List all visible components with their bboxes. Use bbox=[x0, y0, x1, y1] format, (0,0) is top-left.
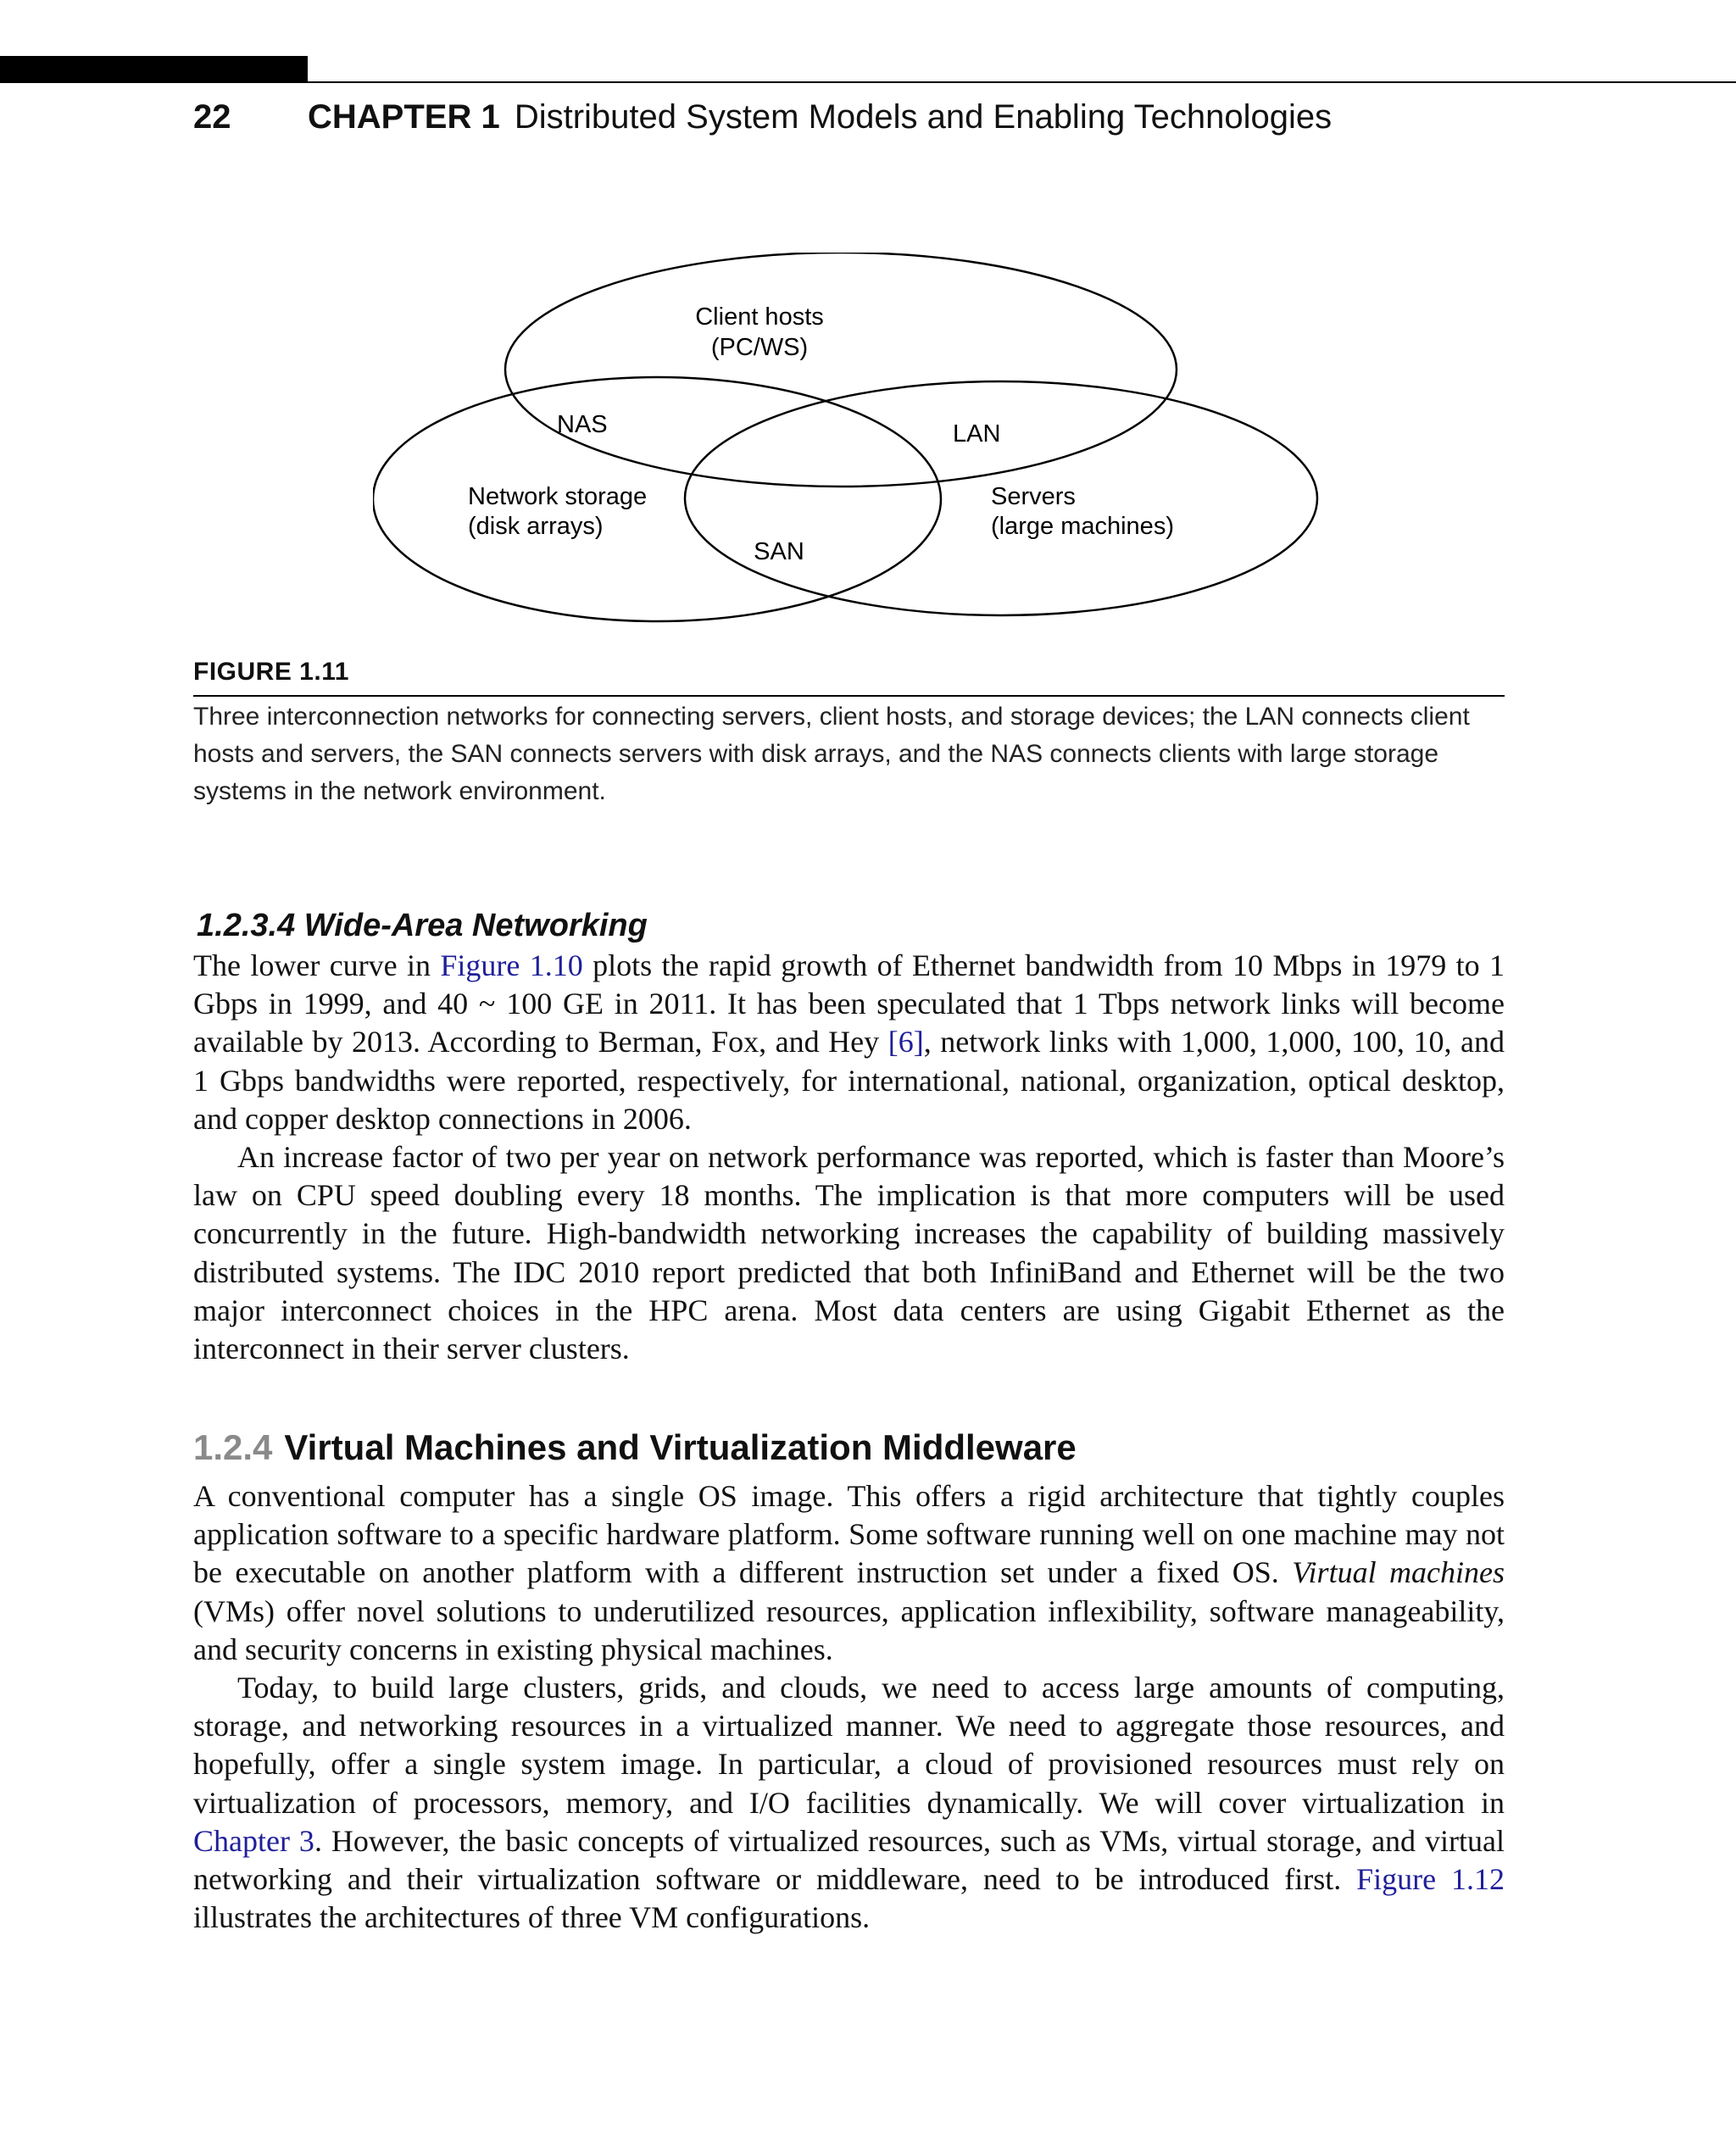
servers-label: Servers bbox=[991, 483, 1076, 510]
figure-1-12-link[interactable]: Figure 1.12 bbox=[1356, 1862, 1505, 1897]
client-hosts-sublabel: (PC/WS) bbox=[710, 334, 809, 361]
subsection-heading: 1.2.3.4 Wide-Area Networking bbox=[197, 908, 648, 943]
chapter-title: Distributed System Models and Enabling Technologies bbox=[514, 98, 1333, 136]
header-rule bbox=[308, 81, 1736, 83]
paragraph-text: The lower curve in bbox=[193, 948, 441, 982]
nas-label: NAS bbox=[557, 411, 608, 438]
figure-number: FIGURE 1.11 bbox=[193, 658, 349, 686]
paragraph-text: plots the rapid growth of Ethernet bandwidth from 10 Mbps in 1979 to 1 Gbps in 1999, and 40 ~ 100 GE in 2011. It has been speculated that 1 Tbps network links will become available by 2013. According to Berman, Fox, and Hey bbox=[193, 948, 1505, 1059]
figure-caption: Three interconnection networks for connecting servers, client hosts, and storage devices; the LAN connects client hosts and servers, the SAN connects servers with disk arrays, and the NAS connects clients with large storage systems in the network environment. bbox=[193, 703, 1470, 805]
figure-diagram bbox=[373, 253, 1322, 634]
lan-label: LAN bbox=[953, 420, 1001, 448]
section-title: Virtual Machines and Virtualization Middleware bbox=[284, 1427, 1077, 1467]
client-hosts-ellipse bbox=[505, 253, 1177, 487]
network-storage-sublabel: (disk arrays) bbox=[468, 513, 604, 540]
network-storage-label: Network storage bbox=[468, 483, 648, 510]
paragraph-text: illustrates the architectures of three VM configurations. bbox=[193, 1900, 871, 1935]
chapter-label: CHAPTER 1 bbox=[308, 98, 500, 136]
emphasis-virtual-machines: Virtual machines bbox=[1292, 1555, 1505, 1590]
san-label: SAN bbox=[754, 538, 804, 565]
header-bar bbox=[0, 56, 308, 83]
paragraph-text: . However, the basic concepts of virtualized resources, such as VMs, virtual storage, and virtual networking and their virtualization software or middleware, need to be introduced first. bbox=[193, 1823, 1505, 1897]
page-number: 22 bbox=[193, 98, 231, 136]
paragraph-wide-area-2: An increase factor of two per year on network performance was reported, which is faster than Moore’s law on CPU speed doubling every 18 months. The implication is that more computers will be used concurrently in the future. High-bandwidth networking increases the capability of building massively distributed systems. The IDC 2010 report predicted that both InfiniBand and Ethernet will be the two major interconnect choices in the HPC arena. Most data centers are using Gigabit Ethernet as the interconnect in their server clusters. bbox=[193, 1140, 1505, 1366]
client-hosts-label: Client hosts bbox=[695, 303, 824, 331]
figure-1-10-link[interactable]: Figure 1.10 bbox=[440, 948, 583, 982]
section-heading bbox=[193, 1424, 1077, 1471]
paragraph-text: A conventional computer has a single OS image. This offers a rigid architecture that tightly couples application software to a specific hardware platform. Some software running well on one machine may not be executable on another platform with a different instruction set under a fixed OS. bbox=[193, 1479, 1505, 1590]
chapter-3-link[interactable]: Chapter 3 bbox=[193, 1823, 314, 1858]
section-number: 1.2.4 bbox=[193, 1427, 273, 1467]
reference-6-link[interactable]: [6] bbox=[887, 1025, 924, 1059]
running-head bbox=[193, 92, 1332, 142]
paragraph-text: Today, to build large clusters, grids, and clouds, we need to access large amounts of computing, storage, and networking resources in a virtualized manner. We need to aggregate those resources, and hopefully, offer a single system image. In particular, a cloud of provisioned resources must rely on virtualization of processors, memory, and I/O facilities dynamically. We will cover virtualization in bbox=[193, 1671, 1505, 1820]
network-storage-ellipse bbox=[373, 377, 941, 621]
paragraph-vm-2 bbox=[193, 1669, 1505, 1937]
paragraph-text: (VMs) offer novel solutions to underutilized resources, application inflexibility, software manageability, and security concerns in existing physical machines. bbox=[193, 1593, 1505, 1666]
paragraph-vm-1 bbox=[193, 1477, 1505, 1669]
figure-rule bbox=[193, 695, 1505, 697]
servers-sublabel: (large machines) bbox=[991, 513, 1174, 540]
paragraph-wide-area-1 bbox=[193, 947, 1505, 1138]
paragraph-text: , network links with 1,000, 1,000, 100, 10, and 1 Gbps bandwidths were reported, respectively, for international, national, organization, optical desktop, and copper desktop connections in 2006. bbox=[193, 1025, 1505, 1136]
